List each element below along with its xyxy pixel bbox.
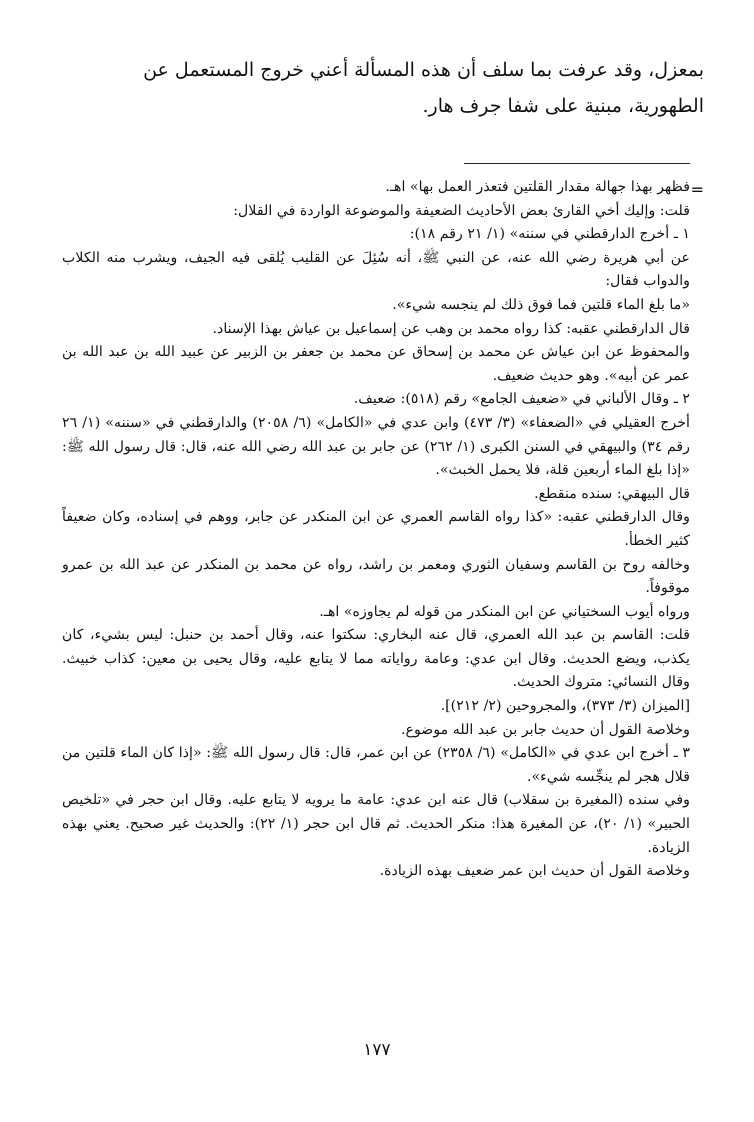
- footnote-paragraph: ورواه أيوب السختياني عن ابن المنكدر من قوله لم يجاوزه» اهـ.: [319, 603, 690, 620]
- footnotes-block: [62, 176, 690, 884]
- footnote-paragraph: وخلاصة القول أن حديث ابن عمر ضعيف بهذه الزيادة.: [379, 863, 690, 880]
- footnote-paragraph: قلت: وإليك أخي القارئ بعض الأحاديث الضعيفة والموضوعة الواردة في القلال:: [233, 202, 690, 219]
- footnote-paragraph: ٢ ـ وقال الألباني في «ضعيف الجامع» رقم (٥١٨): ضعيف.: [353, 391, 690, 408]
- footnote-paragraph: وفي سنده (المغيرة بن سقلاب) قال عنه ابن عدي: عامة ما يرويه لا يتابع عليه. وقال ابن حجر في «تلخيص الحبير» (١/ ٢٠)، عن المغيرة هذا: منكر الحديث. ثم قال ابن حجر (١/ ٢٢): والحديث غير صحيح. يعني بهذه الزيادة.: [62, 792, 690, 856]
- footnote-paragraph: ١ ـ أخرج الدارقطني في سننه» (١/ ٢١ رقم ١٨):: [409, 226, 690, 243]
- footnote-paragraph: وقال الدارقطني عقبه: «كذا رواه القاسم العمري عن ابن المنكدر عن جابر، ووهم في إسناده، وكان ضعيفاً كثير الخطأ.: [62, 509, 690, 549]
- main-text-line-2: الطهورية، مبنية على شفا جرف هار.: [422, 95, 704, 117]
- footnote-paragraph: فظهر بهذا جهالة مقدار القلتين فتعذر العمل بها» اهـ.: [385, 179, 690, 195]
- footnote-paragraph: قال البيهقي: سنده منقطع.: [534, 485, 690, 502]
- footnote-continuation-marker: =: [690, 180, 704, 199]
- footnote-paragraph: وخلاصة القول أن حديث جابر بن عبد الله موضوع.: [400, 721, 690, 738]
- page-number: ١٧٧: [363, 1040, 391, 1060]
- footnote-paragraph: [الميزان (٣/ ٣٧٣)، والمجروحين (٢/ ٢١٢)].: [440, 698, 690, 715]
- footnote-paragraph: قال الدارقطني عقبه: كذا رواه محمد بن وهب عن إسماعيل بن عياش بهذا الإسناد.: [212, 320, 690, 337]
- main-text-line-1: بمعزل، وقد عرفت بما سلف أن هذه المسألة أعني خروج المستعمل عن: [143, 59, 704, 81]
- footnote-paragraph: قلت: القاسم بن عبد الله العمري، قال عنه البخاري: سكتوا عنه، وقال أحمد بن حنبل: ليس بشيء، كان يكذب، ويضع الحديث. وقال ابن عدي: وعامة رواياته مما لا يتابع عليه، وقال يحيى بن معين: كذاب خبيث. وقال النسائي: متروك الحديث.: [62, 627, 690, 691]
- footnote-paragraph: والمحفوظ عن ابن عياش عن محمد بن إسحاق عن محمد بن جعفر بن الزبير عن عبيد الله بن عبد الله بن عمر عن أبيه». وهو حديث ضعيف.: [62, 344, 690, 384]
- footnote-paragraph: «ما بلغ الماء قلتين فما فوق ذلك لم ينجسه شيء».: [392, 296, 690, 313]
- footnote-paragraph: ٣ ـ أخرج ابن عدي في «الكامل» (٦/ ٢٣٥٨) عن ابن عمر، قال: قال رسول الله ﷺ: «إذا كان الماء قلتين من قلال هجر لم ينجِّسه شيء».: [62, 745, 690, 785]
- main-text-block: [54, 52, 704, 124]
- footnote-separator-rule: [464, 163, 690, 164]
- footnote-paragraph: أخرج العقيلي في «الضعفاء» (٣/ ٤٧٣) وابن عدي في «الكامل» (٦/ ٢٠٥٨) والدارقطني في «سننه» (١/ ٢٦ رقم ٣٤) والبيهقي في السنن الكبرى (١/ ٢٦٢) عن جابر بن عبد الله رضي الله عنه، قال: قال رسول الله ﷺ: «إذا بلغ الماء أربعين قلة، فلا يحمل الخبث».: [62, 414, 691, 479]
- footnote-paragraph: عن أبي هريرة رضي الله عنه، عن النبي ﷺ، أنه سُئِلَ عن القليب يُلقى فيه الجيف، ويشرب منه الكلاب والدواب فقال:: [62, 249, 690, 290]
- footnote-paragraph: وخالفه روح بن القاسم وسفيان الثوري ومعمر بن راشد، رواه عن محمد بن المنكدر عن عبد الله بن عمرو موقوفاً.: [62, 556, 690, 597]
